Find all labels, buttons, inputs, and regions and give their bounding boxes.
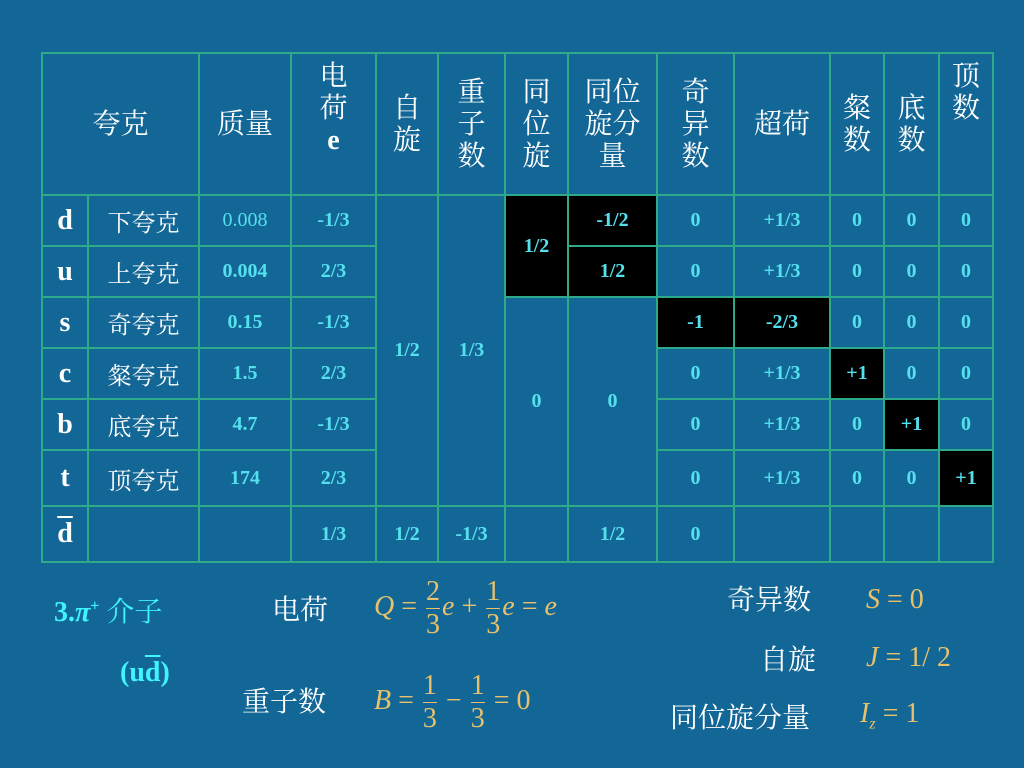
quark-symbol: u xyxy=(42,246,88,297)
topness: 0 xyxy=(939,297,993,348)
strangeness: -1 xyxy=(657,297,734,348)
header-strangeness: 奇 异 数 xyxy=(657,53,734,195)
antiquark-spin: 1/2 xyxy=(376,506,438,562)
quark-symbol: b xyxy=(42,399,88,450)
antiquark-baryon: -1/3 xyxy=(438,506,505,562)
strangeness-label: 奇异数 xyxy=(727,583,812,616)
strangeness: 0 xyxy=(657,246,734,297)
quark-charge: -1/3 xyxy=(291,297,376,348)
strangeness-formula: S = 0 xyxy=(866,584,924,615)
quark-mass: 4.7 xyxy=(199,399,291,450)
bottomness: 0 xyxy=(884,348,939,399)
quark-mass: 0.15 xyxy=(199,297,291,348)
quark-charge: -1/3 xyxy=(291,399,376,450)
hypercharge: -2/3 xyxy=(734,297,830,348)
antiquark-isospin xyxy=(505,506,568,562)
bottomness: 0 xyxy=(884,195,939,246)
topness: 0 xyxy=(939,399,993,450)
pion-composition: $(u\overline{d})$ xyxy=(120,657,170,688)
strangeness: 0 xyxy=(657,195,734,246)
isospin-component: 1/2 xyxy=(568,246,657,297)
isospin-heavy: 0 xyxy=(505,297,568,506)
baryon-formula: B = $\frac{1}{3}$ − $\frac{1}{3}$ = 0 xyxy=(374,670,531,734)
pion-title: 3.π+ 介子 xyxy=(54,595,163,628)
bottomness: 0 xyxy=(884,246,939,297)
hypercharge: +1/3 xyxy=(734,348,830,399)
quark-charge: 2/3 xyxy=(291,348,376,399)
header-isospin: 同 位 旋 xyxy=(505,53,568,195)
header-spin: 自 旋 xyxy=(376,53,438,195)
quark-name: 奇夸克 xyxy=(88,297,199,348)
strangeness: 0 xyxy=(657,450,734,506)
quark-name: 上夸克 xyxy=(88,246,199,297)
strangeness: 0 xyxy=(657,399,734,450)
bottomness: +1 xyxy=(884,399,939,450)
quark-name: 下夸克 xyxy=(88,195,199,246)
quark-symbol: s xyxy=(42,297,88,348)
topness: 0 xyxy=(939,246,993,297)
charge-formula: Q = $\frac{2}{3}$ e + $\frac{1}{3}$ e = e xyxy=(374,576,557,640)
quark-charge: -1/3 xyxy=(291,195,376,246)
quark-charge: 2/3 xyxy=(291,450,376,506)
header-isospin-component: 同位 旋分 量 xyxy=(568,53,657,195)
header-top: 顶 数 xyxy=(939,53,993,195)
header-hypercharge: 超荷 xyxy=(734,53,830,195)
baryon-merged: 1/3 xyxy=(438,195,505,506)
isospin-ud: 1/2 xyxy=(505,195,568,297)
header-baryon: 重 子 数 xyxy=(438,53,505,195)
quark-name: 粲夸克 xyxy=(88,348,199,399)
isospin-component-heavy: 0 xyxy=(568,297,657,506)
header-bottom: 底 数 xyxy=(884,53,939,195)
header-quark: 夸克 xyxy=(42,53,199,195)
antiquark-hypercharge xyxy=(734,506,830,562)
hypercharge: +1/3 xyxy=(734,399,830,450)
table-row xyxy=(42,195,993,246)
hypercharge: +1/3 xyxy=(734,246,830,297)
antiquark-isospin-component: 1/2 xyxy=(568,506,657,562)
charm: 0 xyxy=(830,246,884,297)
charm: 0 xyxy=(830,297,884,348)
strangeness: 0 xyxy=(657,348,734,399)
bottomness: 0 xyxy=(884,297,939,348)
quark-symbol: t xyxy=(42,450,88,506)
spin-merged: 1/2 xyxy=(376,195,438,506)
quark-mass: 0.008 xyxy=(199,195,291,246)
isospin-component: -1/2 xyxy=(568,195,657,246)
hypercharge: +1/3 xyxy=(734,195,830,246)
spin-label: 自旋 xyxy=(760,643,817,676)
hypercharge: +1/3 xyxy=(734,450,830,506)
antiquark-strangeness: 0 xyxy=(657,506,734,562)
quark-mass: 0.004 xyxy=(199,246,291,297)
antiquark-name xyxy=(88,506,199,562)
baryon-number-label: 重子数 xyxy=(242,685,327,718)
charm: 0 xyxy=(830,195,884,246)
topness: +1 xyxy=(939,450,993,506)
spin-formula: J = 1/ 2 xyxy=(866,642,952,673)
charm: 0 xyxy=(830,399,884,450)
antiquark-topness xyxy=(939,506,993,562)
antiquark-charge: 1/3 xyxy=(291,506,376,562)
quark-mass: 1.5 xyxy=(199,348,291,399)
quark-table xyxy=(41,52,994,563)
antiquark-mass xyxy=(199,506,291,562)
antiquark-symbol: $\overline{d}$ xyxy=(42,506,88,562)
bottomness: 0 xyxy=(884,450,939,506)
topness: 0 xyxy=(939,348,993,399)
charm: +1 xyxy=(830,348,884,399)
quark-charge: 2/3 xyxy=(291,246,376,297)
antiquark-row xyxy=(42,506,993,562)
quark-name: 底夸克 xyxy=(88,399,199,450)
quark-symbol: d xyxy=(42,195,88,246)
isospin-component-label: 同位旋分量 xyxy=(670,701,811,734)
antiquark-charm xyxy=(830,506,884,562)
header-charge: 电 荷 e xyxy=(291,53,376,195)
antiquark-bottomness xyxy=(884,506,939,562)
header-charm: 粲 数 xyxy=(830,53,884,195)
isospin-component-formula: $I_z = 1$ xyxy=(860,698,920,733)
header-mass: 质量 xyxy=(199,53,291,195)
quark-name: 顶夸克 xyxy=(88,450,199,506)
header-row xyxy=(42,53,993,195)
quark-mass: 174 xyxy=(199,450,291,506)
quark-symbol: c xyxy=(42,348,88,399)
charge-label: 电荷 xyxy=(272,593,329,626)
topness: 0 xyxy=(939,195,993,246)
table-row xyxy=(42,297,993,348)
charm: 0 xyxy=(830,450,884,506)
